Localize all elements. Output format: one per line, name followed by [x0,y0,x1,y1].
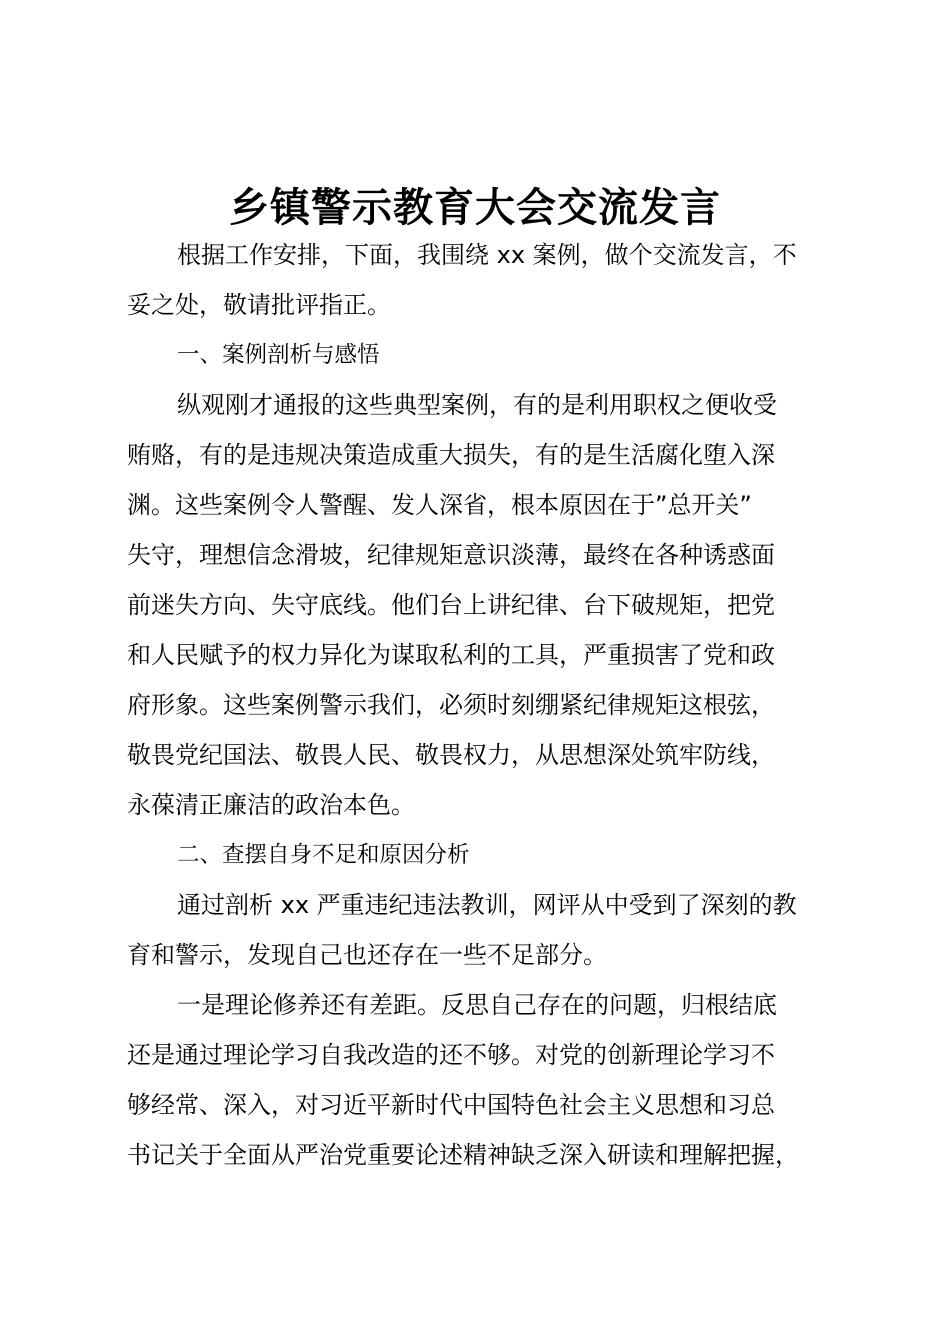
paragraph-line: 贿赂，有的是违规决策造成重大损失，有的是生活腐化堕入深 [127,441,775,469]
paragraph-line: 育和警示，发现自己也还存在一些不足部分。 [127,941,607,969]
paragraph-line: 前迷失方向、失守底线。他们台上讲纪律、台下破规矩，把党 [127,591,775,619]
paragraph-line: 敬畏党纪国法、敬畏人民、敬畏权力，从思想深处筑牢防线， [127,741,775,769]
paragraph-line: 渊。这些案例令人警醒、发人深省，根本原因在于”总开关” [127,491,752,519]
paragraph-line: 和人民赋予的权力异化为谋取私利的工具，严重损害了党和政 [127,641,775,669]
document-title: 乡镇警示教育大会交流发言 [229,184,721,231]
paragraph-line: 失守，理想信念滑坡，纪律规矩意识淡薄，最终在各种诱惑面 [127,541,775,569]
paragraph-line: 通过剖析 xx 严重违纪违法教训，网评从中受到了深刻的教 [177,891,797,919]
paragraph-line: 府形象。这些案例警示我们，必须时刻绷紧纪律规矩这根弦， [127,691,775,719]
paragraph-line: 书记关于全面从严治党重要论述精神缺乏深入研读和理解把握， [127,1141,799,1169]
paragraph-line: 还是通过理论学习自我改造的还不够。对党的创新理论学习不 [127,1041,775,1069]
paragraph-line: 纵观刚才通报的这些典型案例，有的是利用职权之便收受 [177,391,777,419]
section-heading: 二、查摆自身不足和原因分析 [177,842,470,868]
paragraph-line: 永葆清正廉洁的政治本色。 [127,791,415,819]
paragraph-line: 够经常、深入，对习近平新时代中国特色社会主义思想和习总 [127,1091,775,1119]
section-heading: 一、案例剖析与感悟 [177,342,380,368]
paragraph-line: 妥之处，敬请批评指正。 [127,291,391,319]
paragraph-line: 一是理论修养还有差距。反思自己存在的问题，归根结底 [177,991,777,1019]
paragraph-line: 根据工作安排，下面，我围绕 xx 案例，做个交流发言，不 [177,241,797,269]
